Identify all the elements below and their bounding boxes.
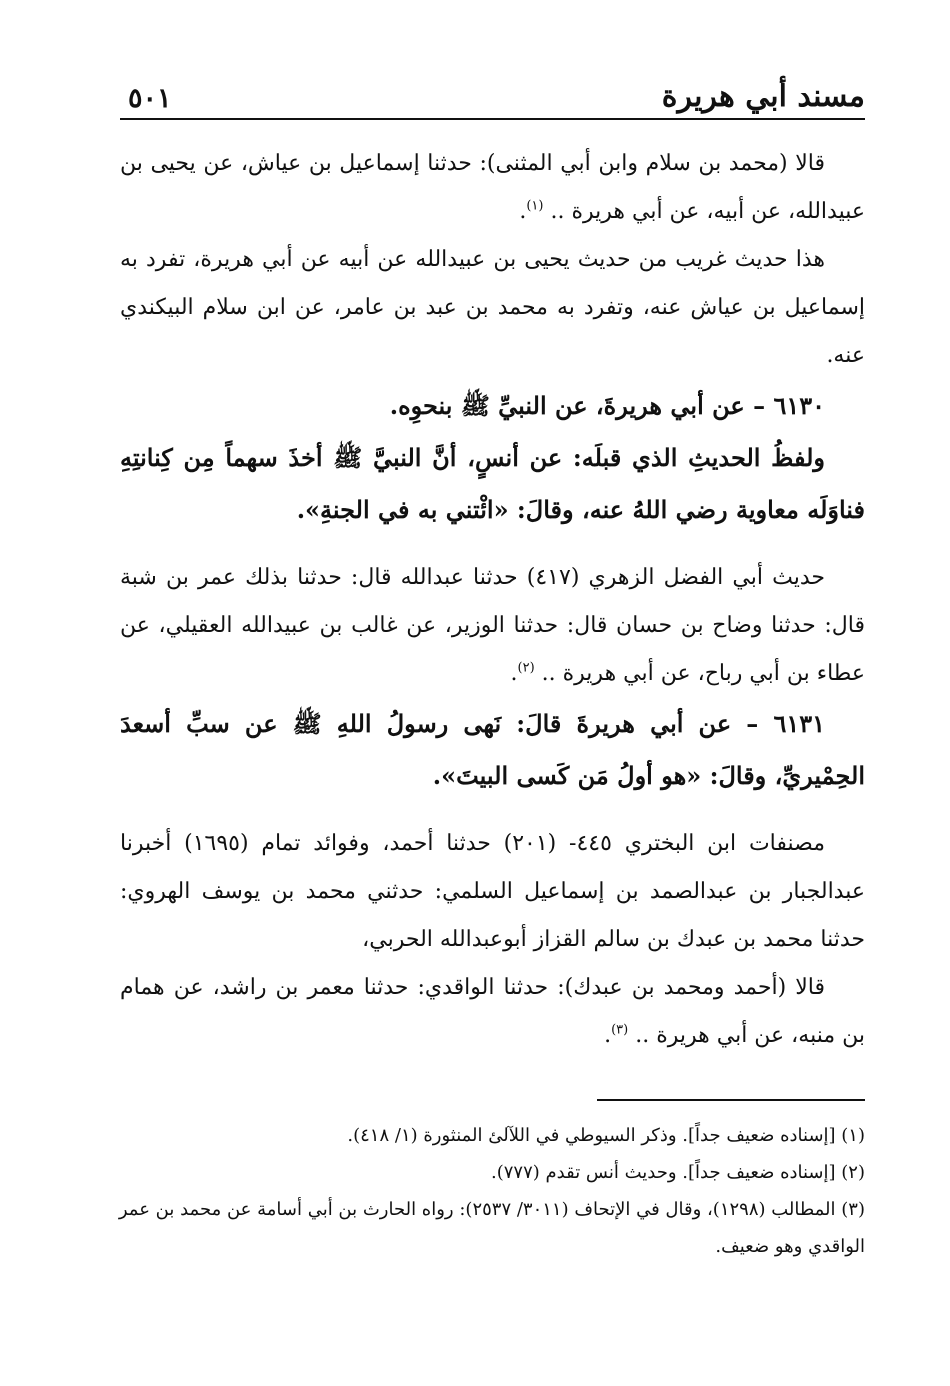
footnotes [100,1117,865,1265]
page-header [120,78,865,120]
commentary-paragraph: هذا حديث غريب من حديث يحيى بن عبيدالله عن أبيه عن أبي هريرة، تفرد به إسماعيل بن عياش عنه، وتفرد به محمد بن عبد بن عامر، عن ابن سلام البيكندي عنه. [120,247,865,368]
isnad-paragraph: حديث أبي الفضل الزهري (٤١٧) حدثنا عبدالله قال: حدثنا بذلك عمر بن شبة قال: حدثنا وضاح بن حسان قال: حدثنا الوزير، عن غالب بن عبيدالله العقيلي، عن عطاء بن أبي رباح، عن أبي هريرة .. $^{(٢)}$. [120,565,865,686]
footnote-ref: (٢) [517,660,535,676]
footnote-ref: (١) [526,198,544,214]
footnote: (٢) [إسناده ضعيف جداً]. وحديث أنس تقدم (٧٧٧). [490,1162,865,1183]
isnad-paragraph: قالا (أحمد ومحمد بن عبدك): حدثنا الواقدي: حدثنا معمر بن راشد، عن همام بن منبه، عن أبي هريرة .. $^{(٣)}$. [120,975,865,1048]
hadith-6130: ٦١٣٠ – عن أبي هريرةَ، عن النبيِّ ﷺ بنحوِه. [389,391,825,420]
footnote: (١) [إسناده ضعيف جداً]. وذكر السيوطي في اللآلئ المنثورة (١/ ٤١٨). [347,1125,865,1146]
isnad-paragraph: مصنفات ابن البختري ٤٤٥- (٢٠١) حدثنا أحمد، وفوائد تمام (١٦٩٥) أخبرنا عبدالجبار بن عبدالصمد بن إسماعيل السلمي: حدثني محمد بن يوسف الهروي: حدثنا محمد بن عبدك بن سالم القزاز أبوعبدالله الحربي، [120,831,865,952]
hadith-6131: ٦١٣١ – عن أبي هريرةَ قالَ: نَهى رسولُ اللهِ ﷺ عن سبِّ أسعدَ الحِمْيريِّ، وقالَ: «هو أولُ مَن كَسى البيتَ». [120,709,865,790]
footnote-ref: (٣) [611,1022,629,1038]
footnote: (٣) المطالب (١٢٩٨)، وقال في الإتحاف (٣٠١١/ ٢٥٣٧): رواه الحارث بن أبي أسامة عن محمد بن عمر الواقدي وهو ضعيف. [118,1199,865,1257]
hadith-6130-text: ولفظُ الحديثِ الذي قبلَه: عن أنسٍ، أنَّ النبيَّ ﷺ أخذَ سهماً مِن كِنانتِهِ فناوَلَه معاوية رضي اللهُ عنه، وقالَ: «ائْتني به في الجنةِ». [120,443,865,524]
page-number: ٥٠١ [128,83,172,114]
isnad-paragraph: قالا (محمد بن سلام وابن أبي المثنى): حدثنا إسماعيل بن عياش، عن يحيى بن عبيدالله، عن أبيه، عن أبي هريرة .. $^{(١)}$. [120,151,865,224]
footnote-divider [597,1099,865,1101]
main-text [120,140,865,1060]
running-title: مسند أبي هريرة [661,79,865,114]
